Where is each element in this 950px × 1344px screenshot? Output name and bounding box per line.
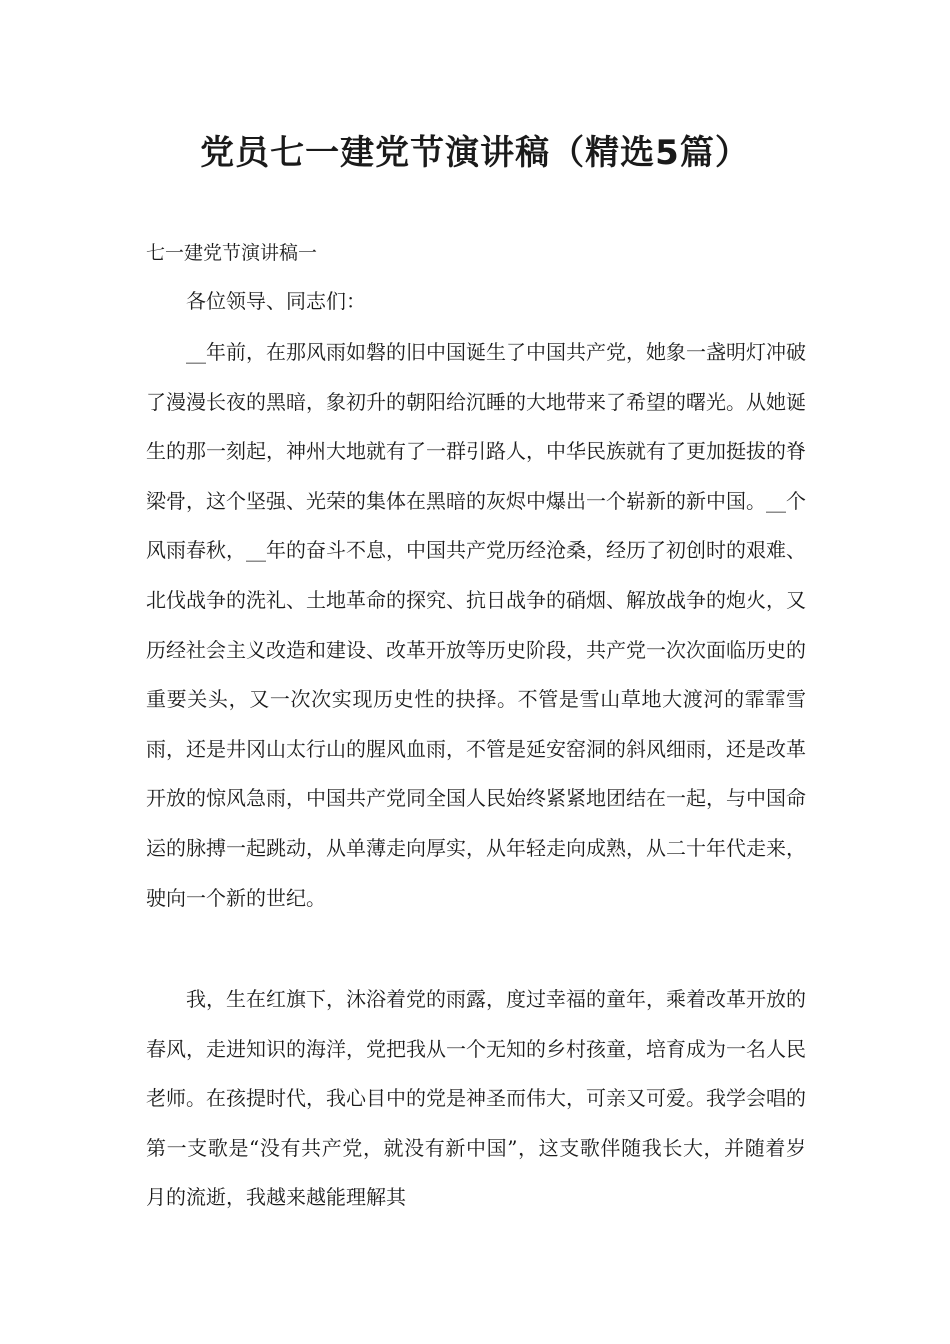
salutation: 各位领导、同志们：	[186, 289, 366, 313]
paragraph: 我，生在红旗下，沐浴着党的雨露，度过幸福的童年，乘着改革开放的春风，走进知识的海洋，党把我从一个无知的乡村孩童，培育成为一名人民老师。在孩提时代，我心目中的党是神圣而伟大，可亲又可爱。我学会唱的第一支歌是“没有共产党，就没有新中国”，这支歌伴随我长大，并随着岁月的流逝，我越来越能理解其	[146, 987, 806, 1210]
document-title: 党员七一建党节演讲稿（精选5篇）	[200, 133, 750, 173]
section-heading: 七一建党节演讲稿一	[146, 242, 318, 264]
paragraph: __年前，在那风雨如磐的旧中国诞生了中国共产党，她象一盏明灯冲破了漫漫长夜的黑暗，象初升的朝阳给沉睡的大地带来了希望的曙光。从她诞生的那一刻起，神州大地就有了一群引路人，中华民族就有了更加挺拔的脊梁骨，这个坚强、光荣的集体在黑暗的灰烬中爆出一个崭新的新中国。__个风雨春秋，__年的奋斗不息，中国共产党历经沧桑，经历了初创时的艰难、北伐战争的洗礼、土地革命的探究、抗日战争的硝烟、解放战争的炮火，又历经社会主义改造和建设、改革开放等历史阶段，共产党一次次面临历史的重要关头，又一次次实现历史性的抉择。不管是雪山草地大渡河的霏霏雪雨，还是井冈山太行山的腥风血雨，不管是延安窑洞的斜风细雨，还是改革开放的惊风急雨，中国共产党同全国人民始终紧紧地团结在一起，与中国命运的脉搏一起跳动，从单薄走向厚实，从年轻走向成熟，从二十年代走来，驶向一个新的世纪。	[146, 340, 806, 910]
